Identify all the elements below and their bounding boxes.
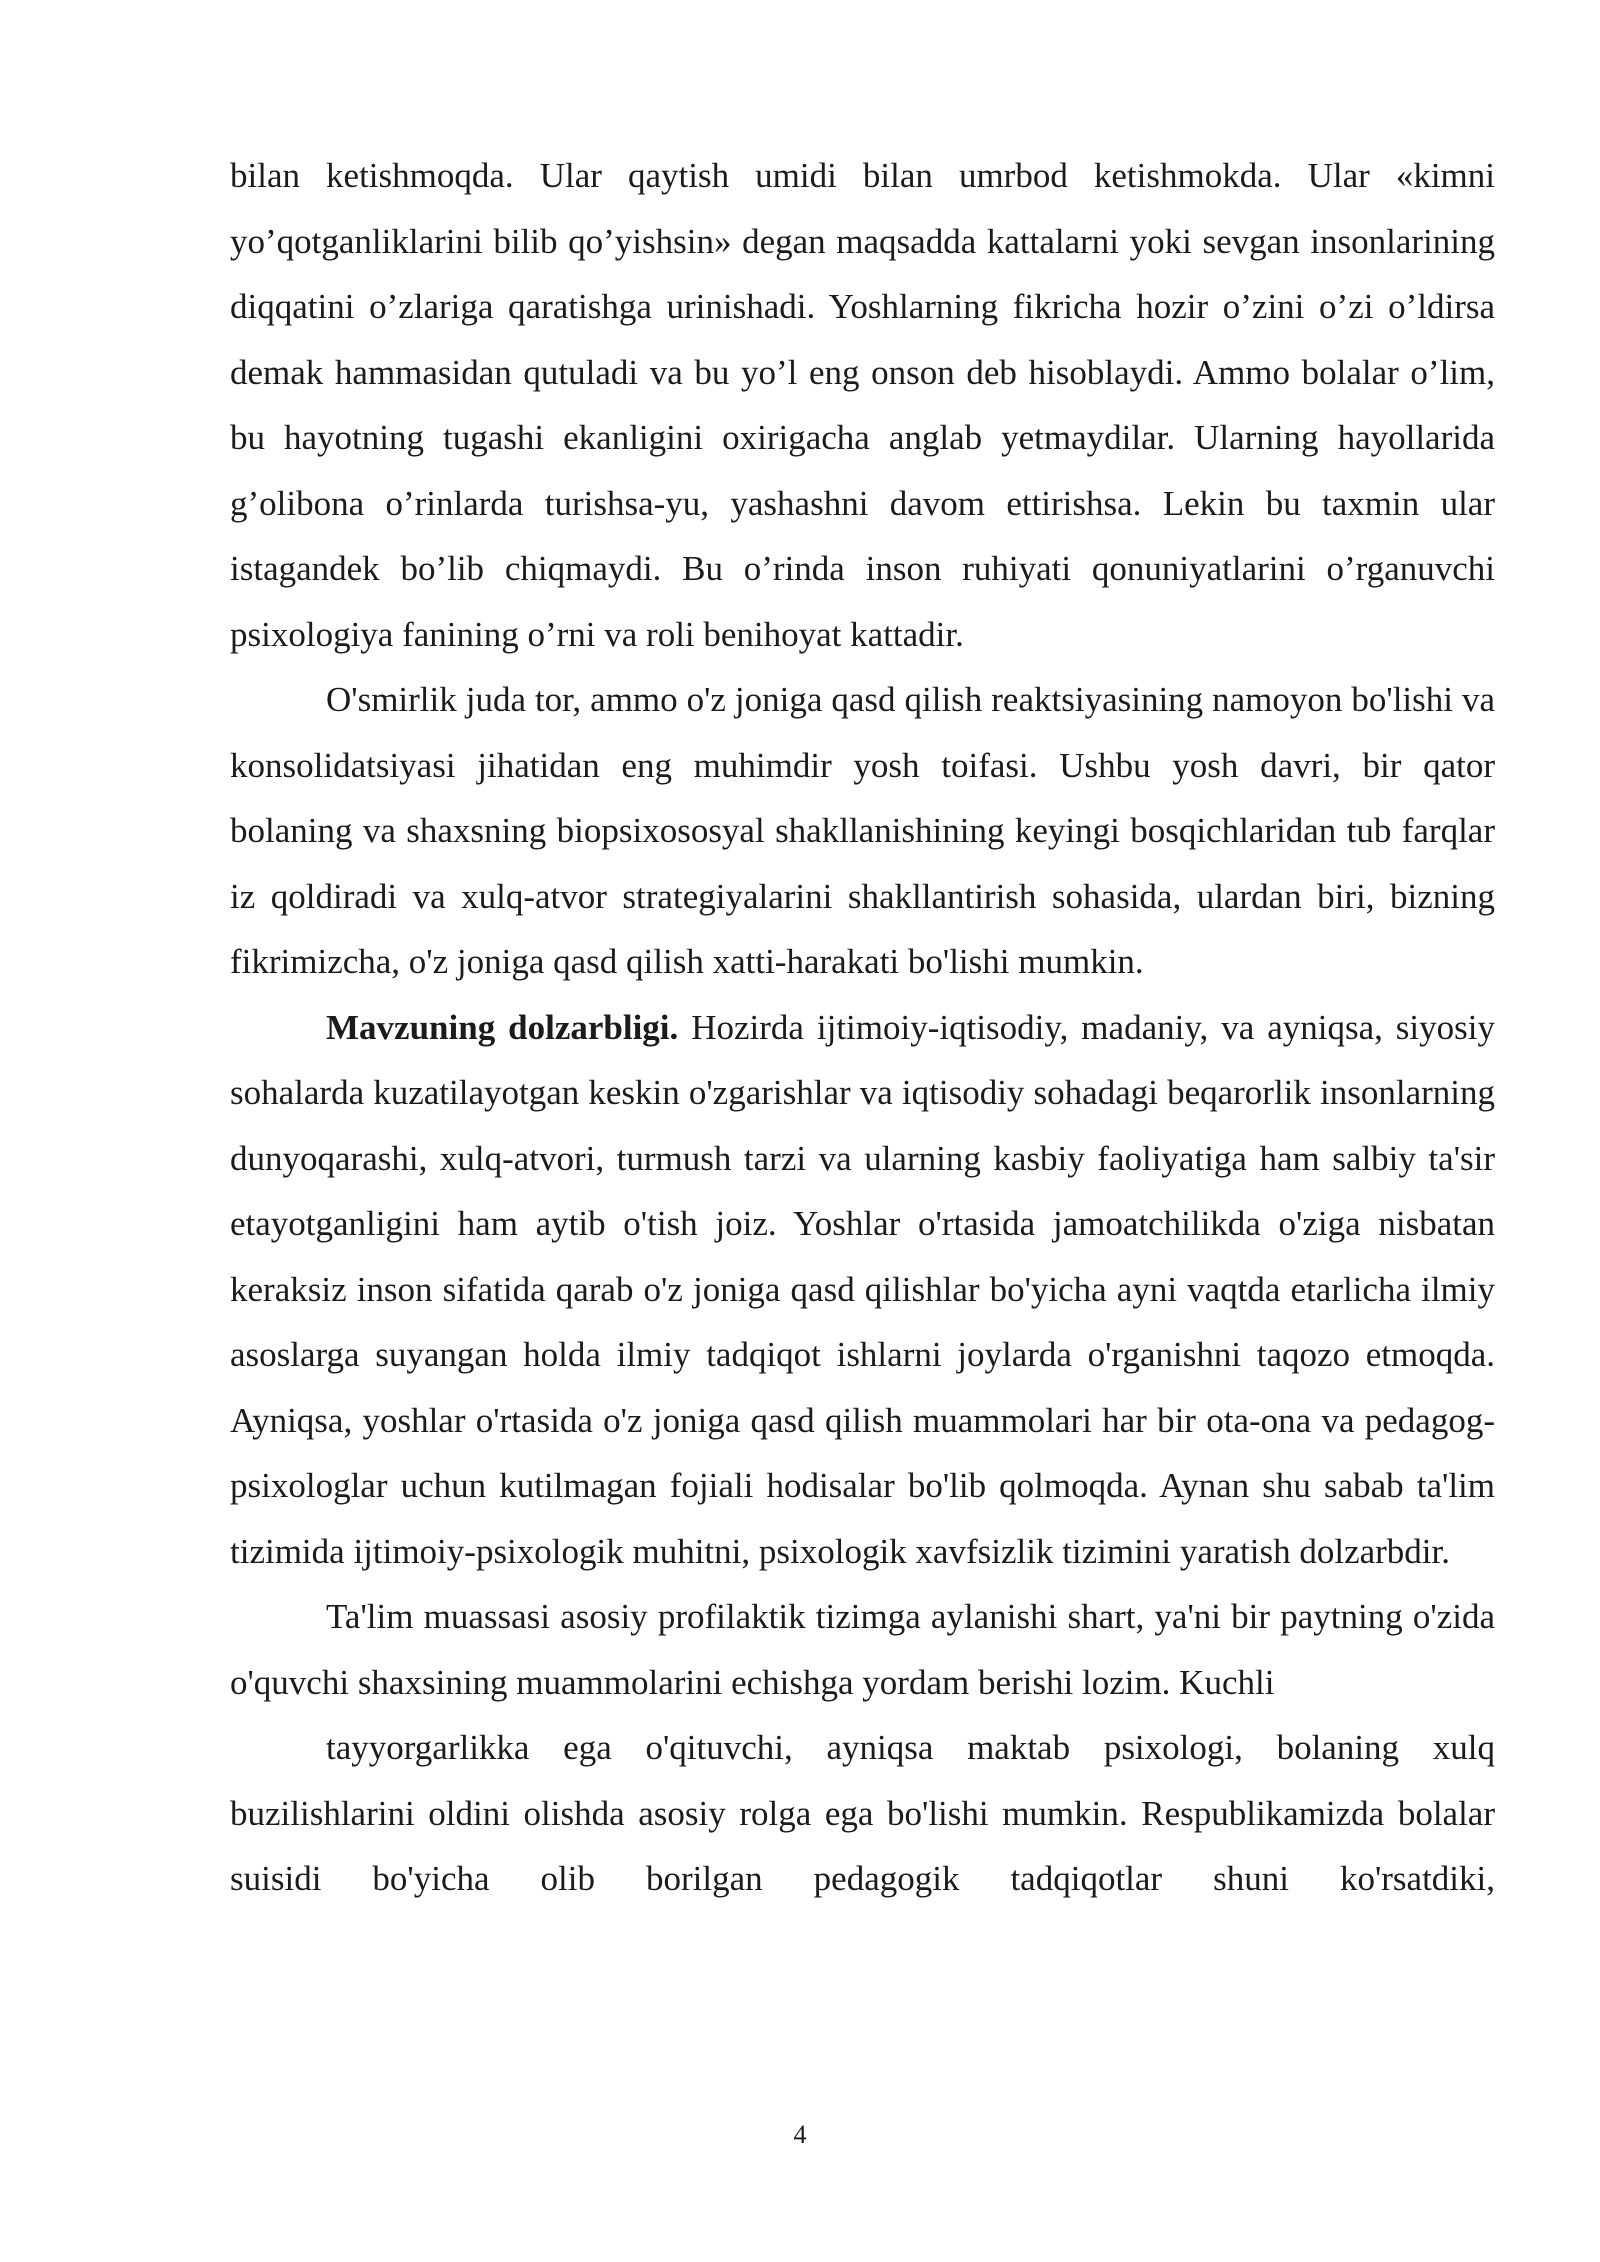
paragraph-2: O'smirlik juda tor, ammo o'z joniga qasd qilish reaktsiyasining namoyon bo'lishi va konsolidatsiyasi jihatidan eng muhimdir yosh toifasi. Ushbu yosh davri, bir qator bolaning va shaxsning biopsixososyal shakllanishining keyingi bosqichlaridan tub farqlar iz qoldiradi va xulq-atvor strategiyalarini shakllantirish sohasida, ulardan biri, bizning fikrimizcha, o'z joniga qasd qilish xatti-harakati bo'lishi mumkin. xyxy=(230,680,1495,981)
page-number: 4 xyxy=(793,2120,807,2149)
document-page xyxy=(230,143,1495,1912)
section-heading: Mavzuning dolzarbligi. xyxy=(326,1007,679,1047)
paragraph-3 xyxy=(230,995,1495,1585)
paragraph-5: tayyorgarlikka ega o'qituvchi, ayniqsa maktab psixologi, bolaning xulq buzilishlarini oldini olishda asosiy rolga ega bo'lishi mumkin. Respublikamizda bolalar suisidi bo'yicha olib borilgan pedagogik tadqiqotlar shuni ko'rsatdiki, xyxy=(230,1728,1495,1898)
paragraph-1: bilan ketishmoqda. Ular qaytish umidi bilan umrbod ketishmokda. Ular «kimni yo’qotganliklarini bilib qo’yishsin» degan maqsadda kattalarni yoki sevgan insonlarining diqqatini o’zlariga qaratishga urinishadi. Yoshlarning fikricha hozir o’zini o’zi o’ldirsa demak hammasidan qutuladi va bu yo’l eng onson deb hisoblaydi. Ammo bolalar o’lim, bu hayotning tugashi ekanligini oxirigacha anglab yetmaydilar. Ularning hayollarida g’olibona o’rinlarda turishsa-yu, yashashni davom ettirishsa. Lekin bu taxmin ular istagandek bo’lib chiqmaydi. Bu o’rinda inson ruhiyati qonuniyatlarini o’rganuvchi psixologiya fanining o’rni va roli benihoyat kattadir. xyxy=(230,156,1495,654)
paragraph-4: Ta'lim muassasi asosiy profilaktik tizimga aylanishi shart, ya'ni bir paytning o'zida o'quvchi shaxsining muammolarini echishga yordam berishi lozim. Kuchli xyxy=(230,1597,1495,1702)
paragraph-3-text: Hozirda ijtimoiy-iqtisodiy, madaniy, va ayniqsa, siyosiy sohalarda kuzatilayotgan keskin o'zgarishlar va iqtisodiy sohadagi beqarorlik insonlarning dunyoqarashi, xulq-atvori, turmush tarzi va ularning kasbiy faoliyatiga ham salbiy ta'sir etayotganligini ham aytib o'tish joiz. Yoshlar o'rtasida jamoatchilikda o'ziga nisbatan keraksiz inson sifatida qarab o'z joniga qasd qilishlar bo'yicha ayni vaqtda etarlicha ilmiy asoslarga suyangan holda ilmiy tadqiqot ishlarni joylarda o'rganishni taqozo etmoqda. Ayniqsa, yoshlar o'rtasida o'z joniga qasd qilish muammolari har bir ota-ona va pedagog-psixologlar uchun kutilmagan fojiali hodisalar bo'lib qolmoqda. Aynan shu sabab ta'lim tizimida ijtimoiy-psixologik muhitni, psixologik xavfsizlik tizimini yaratish dolzarbdir. xyxy=(230,1007,1495,1571)
